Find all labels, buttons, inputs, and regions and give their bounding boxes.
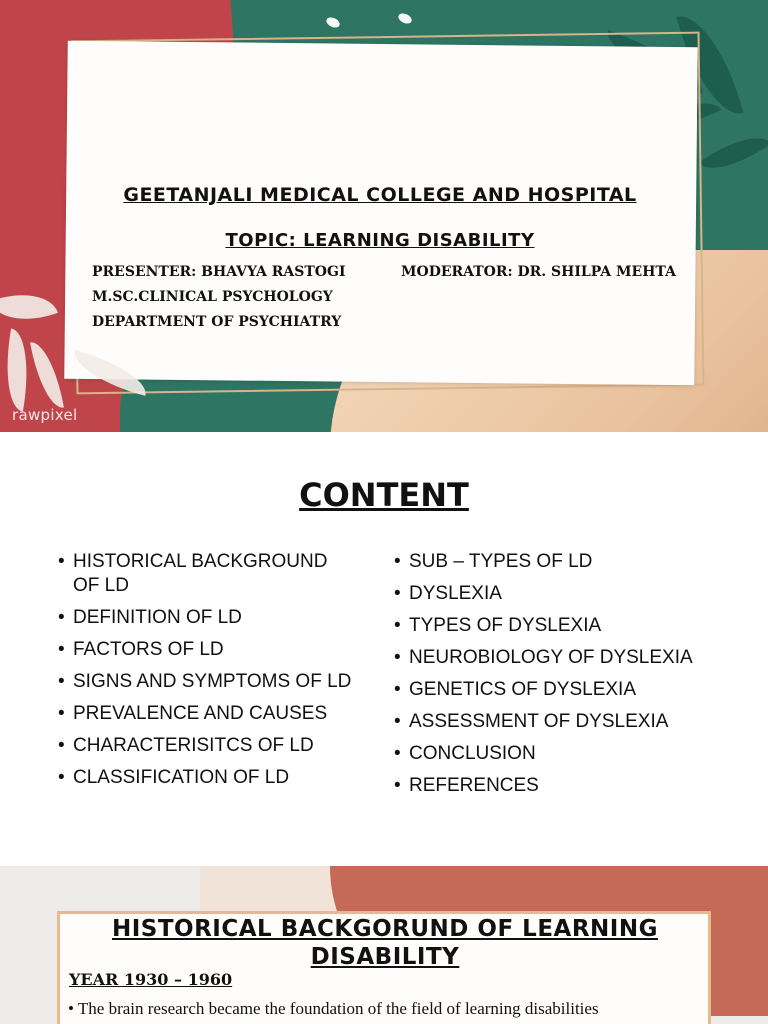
- list-item: • DYSLEXIA: [394, 582, 724, 606]
- white-leaf-icon: [0, 328, 37, 411]
- moderator-name: MODERATOR: DR. SHILPA MEHTA: [401, 264, 676, 280]
- list-item: • HISTORICAL BACKGROUND OF LD: [58, 550, 358, 598]
- list-item: • NEUROBIOLOGY OF DYSLEXIA: [394, 646, 724, 670]
- list-item: • CONCLUSION: [394, 742, 724, 766]
- contents-heading: CONTENT: [299, 476, 469, 514]
- contents-slide: [0, 432, 768, 866]
- list-item: • GENETICS OF DYSLEXIA: [394, 678, 724, 702]
- white-leaf-icon: [0, 281, 58, 333]
- presenter-degree: M.SC.CLINICAL PSYCHOLOGY: [92, 289, 333, 305]
- topic-title: TOPIC: LEARNING DISABILITY: [225, 230, 535, 251]
- list-item: • SIGNS AND SYMPTOMS OF LD: [58, 670, 358, 694]
- list-item: • DEFINITION OF LD: [58, 606, 358, 630]
- contents-list-right: [394, 550, 724, 806]
- list-item: • PREVALENCE AND CAUSES: [58, 702, 358, 726]
- list-item: • REFERENCES: [394, 774, 724, 798]
- presenter-department: DEPARTMENT OF PSYCHIATRY: [92, 314, 342, 330]
- list-item: • CLASSIFICATION OF LD: [58, 766, 358, 790]
- title-card: [64, 41, 698, 386]
- year-label: YEAR 1930 – 1960: [69, 970, 233, 989]
- history-bullet: • The brain research became the foundation of the field of learning disabilities: [68, 998, 708, 1020]
- white-leaf-icon: [30, 339, 64, 412]
- history-slide: [0, 866, 768, 1024]
- list-item: • CHARACTERISITCS OF LD: [58, 734, 358, 758]
- list-item: • FACTORS OF LD: [58, 638, 358, 662]
- list-item: • TYPES OF DYSLEXIA: [394, 614, 724, 638]
- list-item: • SUB – TYPES OF LD: [394, 550, 724, 574]
- contents-list-left: [58, 550, 358, 798]
- presenter-name: PRESENTER: BHAVYA RASTOGI: [92, 264, 346, 280]
- college-title: GEETANJALI MEDICAL COLLEGE AND HOSPITAL: [123, 184, 637, 206]
- list-item: • ASSESSMENT OF DYSLEXIA: [394, 710, 724, 734]
- watermark-logo: rawpixel: [12, 406, 78, 424]
- title-slide: [0, 0, 768, 432]
- history-heading: HISTORICAL BACKGORUND OF LEARNING DISABILITY: [111, 916, 658, 970]
